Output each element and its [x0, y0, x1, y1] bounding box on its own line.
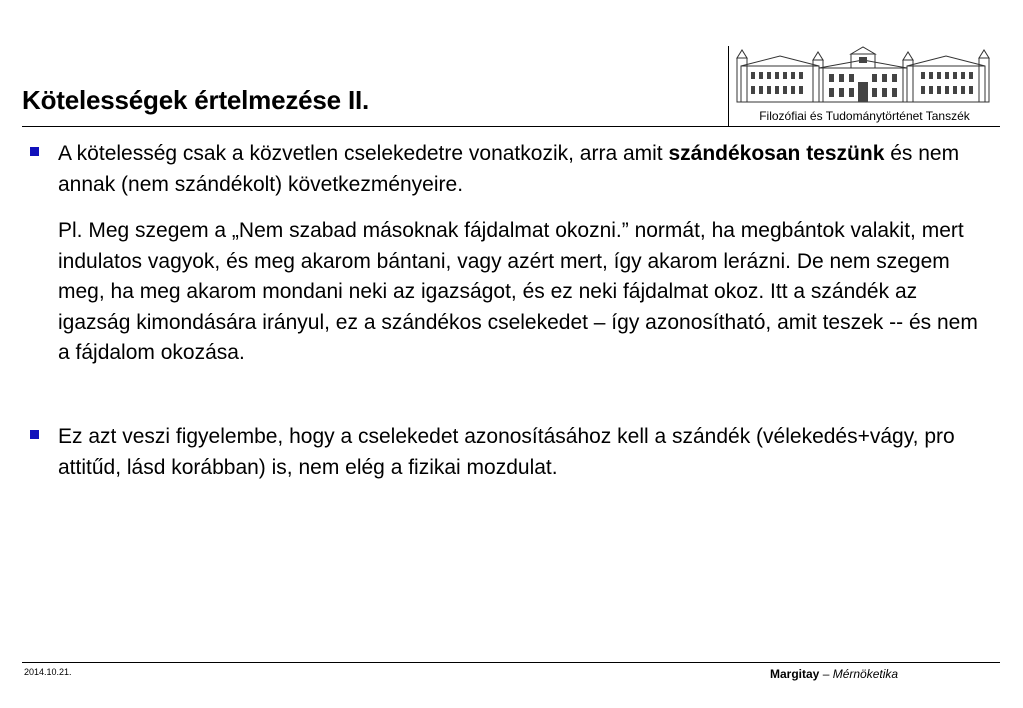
- footer-course: Mérnöketika: [832, 667, 899, 681]
- bullet-text-part: és nem annak (nem szándékolt) következményeire.: [58, 142, 960, 196]
- footer-credit: [770, 667, 898, 681]
- department-name: Filozófiai és Tudománytörténet Tanszék: [759, 109, 970, 123]
- footer-date: 2014.10.21.: [24, 667, 72, 677]
- square-bullet-icon: [30, 147, 39, 156]
- header-divider: [22, 126, 1000, 127]
- footer-author: Margitay: [770, 667, 820, 681]
- slide-title: Kötelességek értelmezése II.: [22, 85, 370, 115]
- footer-divider: [22, 662, 1000, 663]
- header-logo-area: [728, 46, 1000, 126]
- footer-separator: –: [819, 667, 833, 681]
- square-bullet-icon: [30, 430, 39, 439]
- university-building-logo-icon: [735, 46, 991, 104]
- bullet-text: Ez azt veszi figyelembe, hogy a cselekedet azonosításához kell a szándék (vélekedés+vágy, pro attitűd, lásd korábban) is, nem elég a fizikai mozdulat.: [58, 425, 955, 479]
- bullet-text: [58, 139, 993, 200]
- bullet-text-part: A kötelesség csak a közvetlen cselekedetre vonatkozik, arra amit: [58, 142, 669, 165]
- emphasis-text: szándékosan teszünk: [668, 142, 885, 165]
- example-paragraph: Pl. Meg szegem a „Nem szabad másoknak fájdalmat okozni.” normát, ha megbántok valakit, mert indulatos vagyok, és meg akarom bántani, vagy azért mert, így akarom lerázni. De nem szegem meg, ha meg akarom mondani neki az igazságot, és ez neki fájdalmat okoz. Itt a szándék az igazság kimondására irányul, ez a szándékos cselekedet – így azonosítható, amit teszek -- és nem a fájdalom okozása.: [58, 219, 978, 364]
